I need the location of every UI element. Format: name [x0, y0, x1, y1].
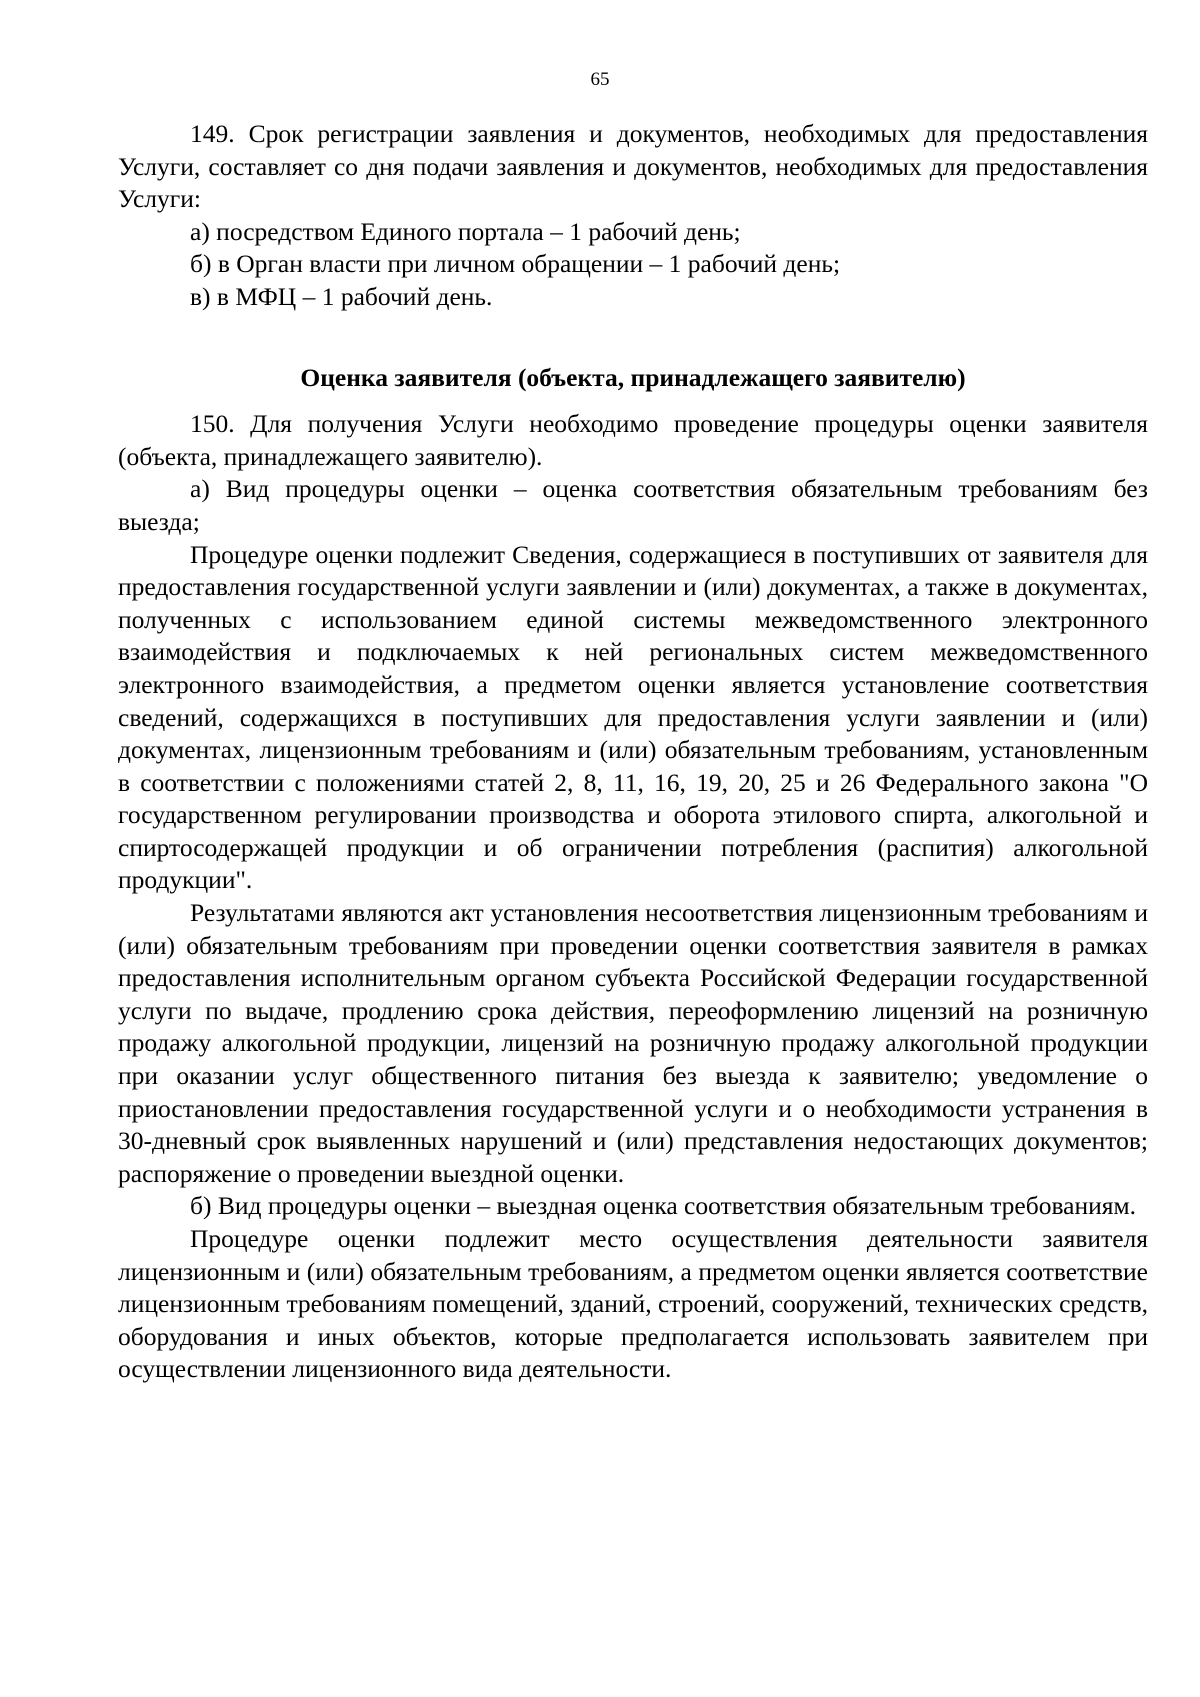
paragraph-150: 150. Для получения Услуги необходимо проведение процедуры оценки заявителя (объекта, принадлежащего заявителю). [118, 409, 1148, 471]
list-item-b: б) в Орган власти при личном обращении – 1 рабочий день; [190, 249, 841, 279]
procedure-results-a: Результатами являются акт установления несоответствия лицензионным требованиям и (или) обязательным требованиям при проведении оценки соответствия заявителя в рамках предоставления исполнительным органом субъекта Российской Федерации государственной услуги по выдаче, продлению срока действия, переоформлению лицензий на розничную продажу алкогольной продукции, лицензий на розничную продажу алкогольной продукции при оказании услуг общественного питания без выезда к заявителю; уведомление о приостановлении предоставления государственной услуги и о необходимости устранения в 30-дневный срок выявленных нарушений и (или) представления недостающих документов; распоряжение о проведении выездной оценки. [118, 898, 1148, 1188]
procedure-subject-a: Процедуре оценки подлежит Сведения, содержащиеся в поступивших от заявителя для предоставления государственной услуги заявлении и (или) документах, а также в документах, полученных с использованием единой системы межведомственного электронного взаимодействия и подключаемых к ней региональных систем межведомственного электронного взаимодействия, а предметом оценки является установление соответствия сведений, содержащихся в поступивших для предоставления услуги заявлении и (или) документах, лицензионным требованиям и (или) обязательным требованиям, установленным в соответствии с положениями статей 2, 8, 11, 16, 19, 20, 25 и 26 Федерального закона "О государственном регулировании производства и оборота этилового спирта, алкогольной и спиртосодержащей продукции и об ограничении потребления (распития) алкогольной продукции". [118, 539, 1148, 895]
page-number: 65 [590, 69, 610, 90]
document-body [118, 118, 1148, 1386]
section-heading: Оценка заявителя (объекта, принадлежащего заявителю) [300, 362, 966, 392]
procedure-type-a: а) Вид процедуры оценки – оценка соответствия обязательным требованиям без выезда; [118, 474, 1148, 536]
list-item-a: а) посредством Единого портала – 1 рабочий день; [190, 216, 741, 246]
procedure-subject-b: Процедуре оценки подлежит место осуществления деятельности заявителя лицензионным и (или) обязательным требованиям, а предметом оценки является соответствие лицензионным требованиям помещений, зданий, строений, сооружений, технических средств, оборудования и иных объектов, которые предполагается использовать заявителем при осуществлении лицензионного вида деятельности. [118, 1224, 1148, 1384]
list-item-c: в) в МФЦ – 1 рабочий день. [190, 281, 493, 311]
procedure-type-b: б) Вид процедуры оценки – выездная оценка соответствия обязательным требованиям. [190, 1191, 1137, 1221]
paragraph-149: 149. Срок регистрации заявления и документов, необходимых для предоставления Услуги, составляет со дня подачи заявления и документов, необходимых для предоставления Услуги: [118, 119, 1148, 214]
